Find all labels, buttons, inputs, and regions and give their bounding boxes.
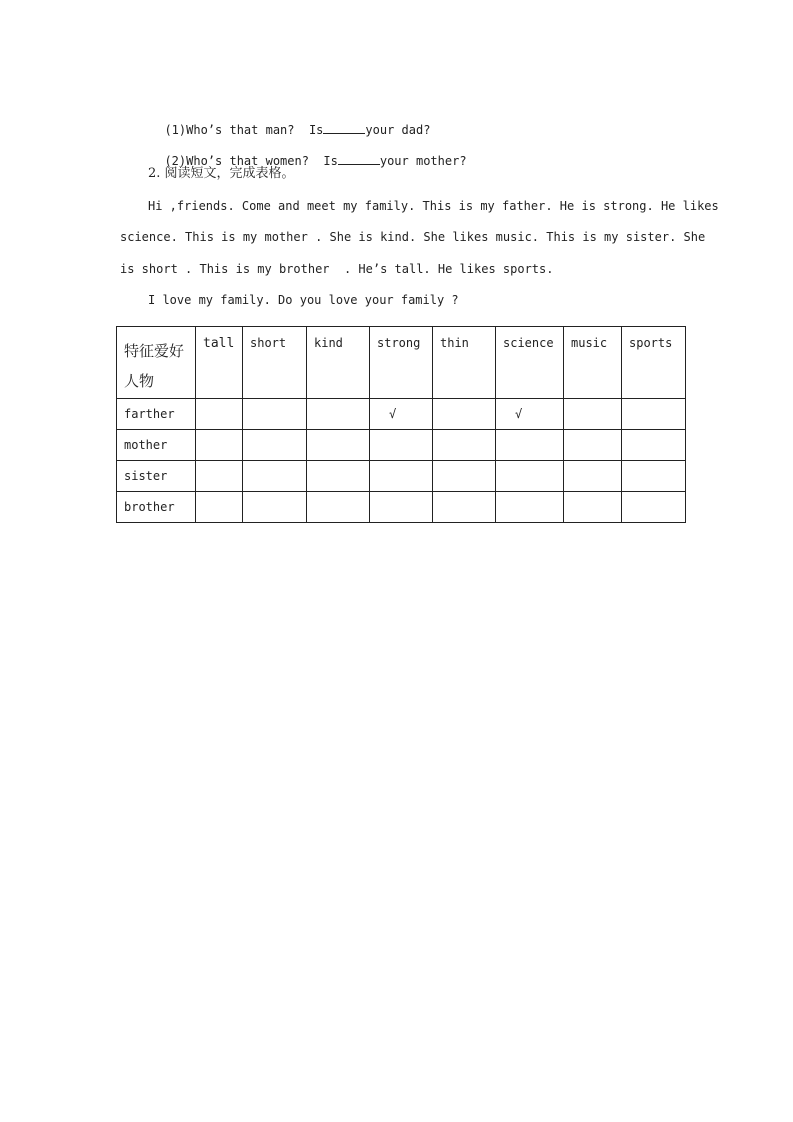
column-header: science [496, 327, 564, 399]
column-header: strong [370, 327, 433, 399]
section-2-title: 2. 阅读短文，完成表格。 [148, 166, 295, 181]
table-cell[interactable] [243, 399, 307, 430]
table-cell[interactable] [243, 492, 307, 523]
question-2-prefix: (2)Who’s that women? Is [164, 154, 338, 168]
table-row [117, 430, 686, 461]
table-cell[interactable] [370, 430, 433, 461]
corner-label-people: 人物 [124, 372, 155, 390]
check-mark: √ [515, 407, 523, 421]
table-cell[interactable] [622, 430, 686, 461]
check-mark: √ [389, 407, 397, 421]
question-1-prefix: (1)Who’s that man? Is [164, 123, 324, 137]
table-cell[interactable] [622, 399, 686, 430]
question-2-suffix: your mother? [379, 154, 467, 168]
table-cell[interactable] [196, 430, 243, 461]
table-cell[interactable] [496, 430, 564, 461]
table-cell[interactable] [496, 492, 564, 523]
column-header: thin [433, 327, 496, 399]
question-2-blank[interactable] [338, 152, 380, 165]
question-2 [150, 136, 467, 169]
table-corner-cell [117, 327, 196, 399]
table-cell[interactable] [433, 492, 496, 523]
table-cell[interactable] [564, 461, 622, 492]
passage-line-3: is short . This is my brother . He’s tall. He likes sports. [120, 262, 554, 276]
table-cell[interactable] [370, 399, 433, 430]
row-label: sister [117, 461, 196, 492]
table-row [117, 492, 686, 523]
table-cell[interactable] [307, 430, 370, 461]
table-cell[interactable] [243, 430, 307, 461]
table-cell[interactable] [196, 461, 243, 492]
table-cell[interactable] [564, 430, 622, 461]
family-table [116, 326, 686, 523]
table-cell[interactable] [196, 492, 243, 523]
row-label: mother [117, 430, 196, 461]
question-1-blank[interactable] [323, 121, 365, 134]
table-cell[interactable] [307, 492, 370, 523]
table-cell[interactable] [496, 461, 564, 492]
table-cell[interactable] [370, 492, 433, 523]
passage-line-4: I love my family. Do you love your family ? [148, 293, 459, 307]
question-1 [150, 105, 430, 138]
table-cell[interactable] [370, 461, 433, 492]
row-label: farther [117, 399, 196, 430]
column-header: kind [307, 327, 370, 399]
column-header: tall [196, 327, 243, 399]
table-cell[interactable] [496, 399, 564, 430]
passage-line-1: Hi ,friends. Come and meet my family. This is my father. He is strong. He likes [148, 199, 719, 213]
passage-line-2: science. This is my mother . She is kind. She likes music. This is my sister. She [120, 230, 706, 244]
table-cell[interactable] [433, 461, 496, 492]
table-cell[interactable] [307, 399, 370, 430]
table-cell[interactable] [564, 399, 622, 430]
column-header: short [243, 327, 307, 399]
table-header-row [117, 327, 686, 399]
question-1-suffix: your dad? [365, 123, 431, 137]
table-row [117, 461, 686, 492]
table-cell[interactable] [564, 492, 622, 523]
column-header: sports [622, 327, 686, 399]
column-header: music [564, 327, 622, 399]
table-cell[interactable] [196, 399, 243, 430]
table-cell[interactable] [433, 430, 496, 461]
table-cell[interactable] [243, 461, 307, 492]
table-row [117, 399, 686, 430]
table-cell[interactable] [622, 461, 686, 492]
row-label: brother [117, 492, 196, 523]
table-cell[interactable] [433, 399, 496, 430]
table-cell[interactable] [307, 461, 370, 492]
table-cell[interactable] [622, 492, 686, 523]
corner-label-traits: 特征爱好 [124, 342, 185, 360]
